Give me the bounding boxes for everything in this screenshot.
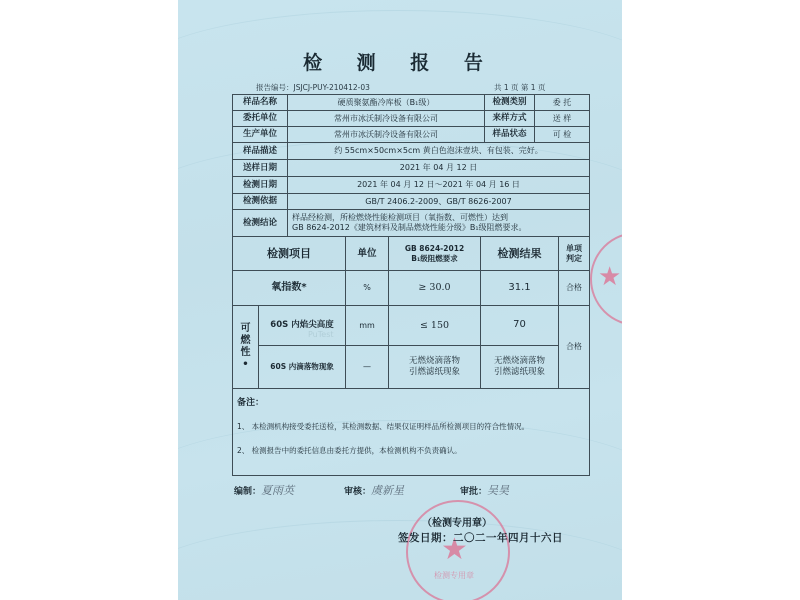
label-sample-name: 样品名称: [232, 94, 288, 111]
value-sample-status: 可 检: [534, 126, 590, 143]
label-test-date: 检测日期: [232, 176, 288, 194]
value-client: 常州市冰沃制冷设备有限公司: [287, 110, 485, 127]
side-seal-star-icon: ★: [598, 262, 622, 292]
label-delivery-date: 送样日期: [232, 159, 288, 177]
signature-approved: [460, 482, 509, 498]
signature-reviewed: [344, 482, 404, 498]
result-oxygen-index: 31.1: [480, 270, 559, 306]
approved-label: 审批：: [460, 487, 488, 497]
stamp-label: （检测专用章）: [422, 518, 492, 529]
requirement-dripping: [388, 345, 481, 389]
requirement-dripping-line-1: 无燃烧滴落物: [408, 356, 460, 367]
requirement-dripping-line-2: 引燃滤纸现象: [408, 367, 460, 377]
label-test-category: 检测类别: [484, 94, 535, 111]
issue-date: [398, 530, 563, 545]
group-char: 可: [240, 323, 251, 334]
result-dripping-line-2: 引燃滤纸现象: [493, 367, 545, 377]
note-item: 1、 本检测机构接受委托送检，其检测数据、结果仅证明样品所检测项目的符合性情况。: [237, 422, 530, 431]
signature-compiled: [234, 482, 294, 498]
approved-signature: 吴昊: [487, 484, 510, 497]
note-item: 2、 检测报告中的委托信息由委托方提供，本检测机构不负责确认。: [237, 446, 462, 455]
requirement-oxygen-index: ≥ 30.0: [388, 270, 481, 306]
header-requirement-line-1: GB 8624-2012: [404, 244, 465, 254]
page-info: 共 1 页 第 1 页: [494, 83, 546, 92]
judgement-flammability: 合格: [558, 305, 590, 389]
report-number-label: 报告编号：: [256, 83, 294, 92]
unit-dripping: —: [345, 345, 389, 389]
label-conclusion: 检测结论: [232, 209, 288, 237]
value-sample-description: 约 55cm×50cm×5cm 黄白色泡沫壹块、有包装、完好。: [287, 142, 590, 160]
value-conclusion: [287, 209, 590, 237]
value-test-basis: GB/T 2406.2-2009、GB/T 8626-2007: [287, 193, 590, 210]
requirement-flame-height: ≤ 150: [388, 305, 481, 346]
header-judgement-line-1: 单项: [566, 243, 582, 253]
group-char: 燃: [240, 335, 251, 346]
result-dripping: [480, 345, 559, 389]
label-sample-description: 样品描述: [232, 142, 288, 160]
report-title: 检 测 报 告: [303, 52, 497, 74]
notes-title: 备注：: [237, 398, 265, 408]
result-dripping-line-1: 无燃烧滴落物: [493, 356, 545, 367]
conclusion-line-1: 样品经检测，所检燃烧性能检测项目（氧指数、可燃性）达到: [292, 213, 508, 222]
header-result: 检测结果: [480, 236, 559, 271]
item-flame-height: 60S 内焰尖高度: [258, 305, 346, 346]
conclusion-line-2: GB 8624-2012《建筑材料及制品燃烧性能分级》B₁级阻燃要求。: [292, 223, 527, 232]
value-sampling-method: 送 样: [534, 110, 590, 127]
label-client: 委托单位: [232, 110, 288, 127]
issue-date-label: 签发日期：: [398, 532, 453, 544]
seal-star-icon: ★: [441, 532, 468, 567]
item-oxygen-index: 氧指数*: [232, 270, 346, 306]
compiled-signature: 夏雨英: [261, 484, 295, 497]
reviewed-label: 审核：: [344, 487, 372, 497]
reviewed-signature: 虞新星: [371, 484, 405, 497]
header-judgement: [558, 236, 590, 271]
label-sample-status: 样品状态: [484, 126, 535, 143]
value-manufacturer: 常州市冰沃制冷设备有限公司: [287, 126, 485, 143]
group-char: 性: [240, 347, 251, 358]
header-test-item: 检测项目: [232, 236, 346, 271]
result-flame-height: 70: [480, 305, 559, 346]
label-sampling-method: 来样方式: [484, 110, 535, 127]
group-flammability: [232, 305, 259, 389]
group-char: •: [242, 359, 249, 370]
value-delivery-date: 2021 年 04 月 12 日: [287, 159, 590, 177]
unit-oxygen-index: %: [345, 270, 389, 306]
report-number-value: JSJCJ-PUY-210412-03: [293, 83, 370, 92]
item-dripping: 60S 内滴落物现象: [258, 345, 346, 389]
notes-section: [232, 388, 590, 476]
seal-text: 检测专用章: [434, 571, 474, 580]
judgement-oxygen-index: 合格: [558, 270, 590, 306]
issue-date-value: 二〇二一年四月十六日: [453, 532, 563, 544]
report-paper: [178, 0, 622, 600]
value-sample-name: 硬质聚氨酯冷库板（B₁级）: [287, 94, 485, 111]
watermark-text: PuTest: [308, 330, 334, 339]
header-requirement-line-2: B₁级阻燃要求: [411, 253, 458, 263]
report-number: [256, 82, 370, 93]
header-unit: 单位: [345, 236, 389, 271]
unit-flame-height: mm: [345, 305, 389, 346]
compiled-label: 编制：: [234, 487, 262, 497]
value-test-date: 2021 年 04 月 12 日～2021 年 04 月 16 日: [287, 176, 590, 194]
header-judgement-line-2: 判定: [566, 253, 582, 263]
label-test-basis: 检测依据: [232, 193, 288, 210]
header-requirement: [388, 236, 481, 271]
value-test-category: 委 托: [534, 94, 590, 111]
label-manufacturer: 生产单位: [232, 126, 288, 143]
